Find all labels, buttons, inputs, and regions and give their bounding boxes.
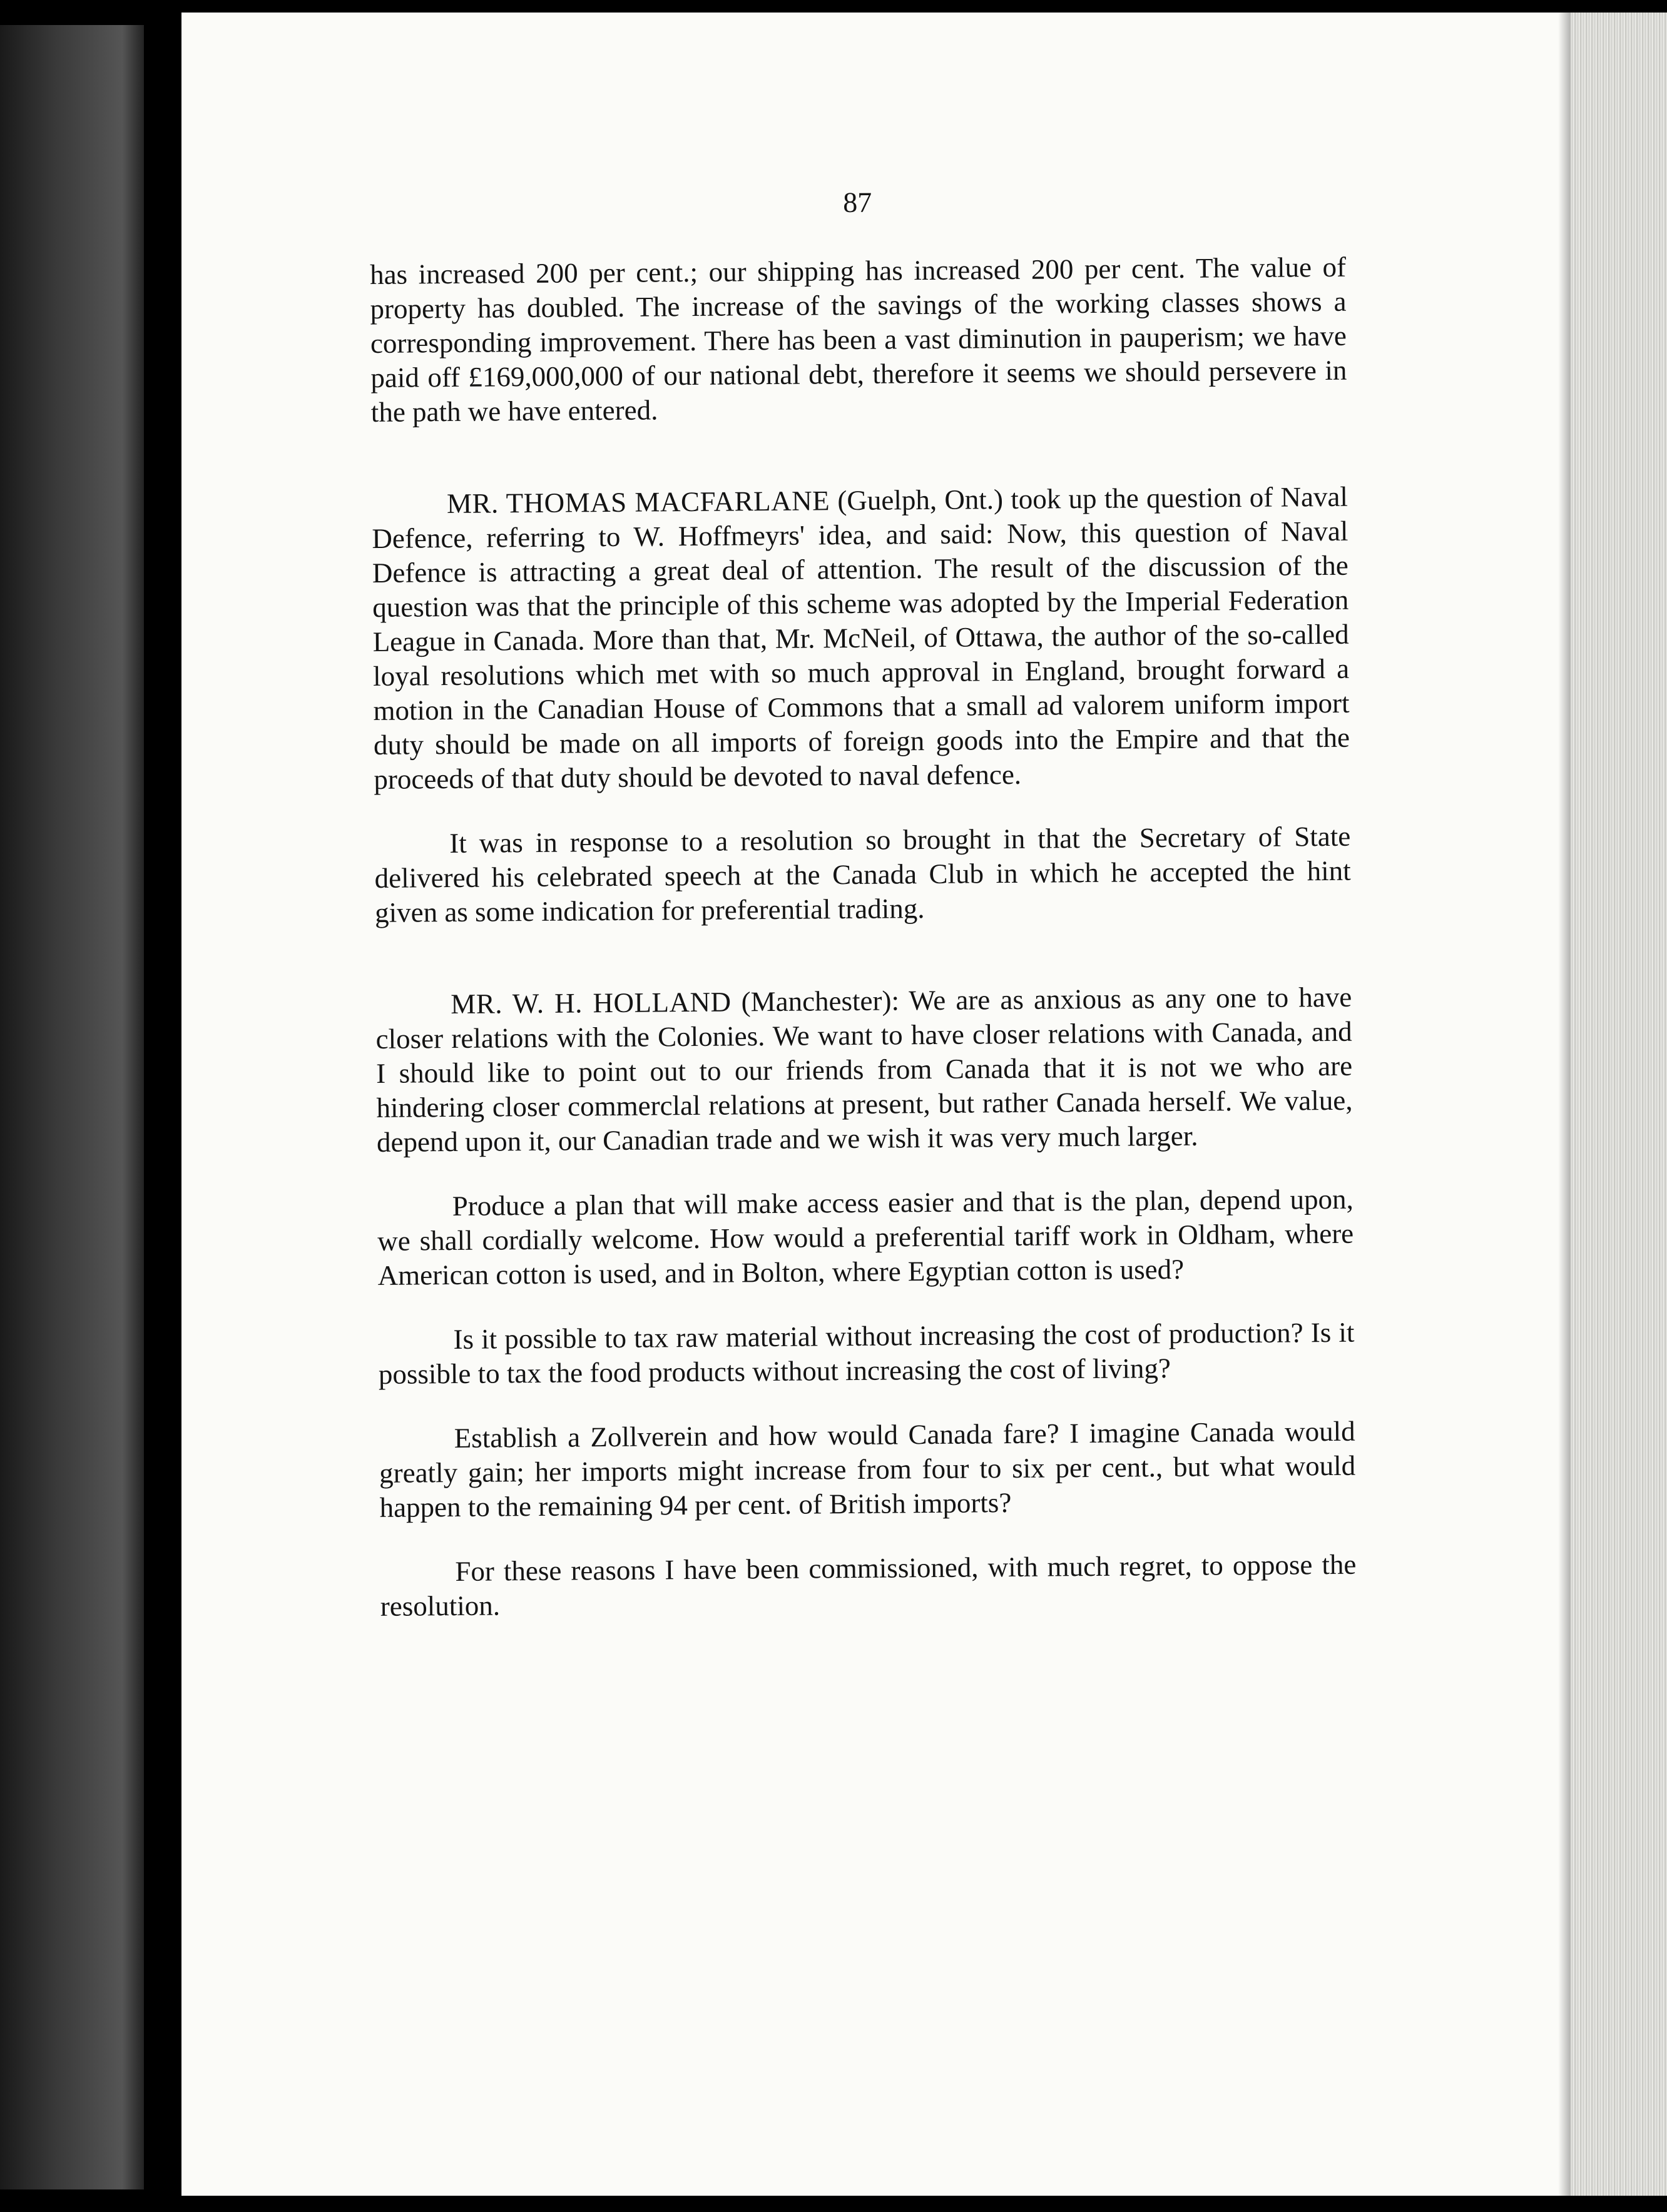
paragraph-text: Is it possible to tax raw material without increasing the cost of production? Is it possible to tax the food products without increasing the cost of living? (378, 1316, 1355, 1390)
speaker-name: MR. W. H. HOLLAND (451, 986, 732, 1020)
speaker-name: MR. THOMAS MACFARLANE (446, 485, 830, 520)
facing-page-edge (0, 25, 144, 2189)
paragraph-tax-raw-material (378, 1316, 1355, 1392)
page-stack-edges (1571, 13, 1667, 2196)
paragraph-text: It was in response to a resolution so brought in that the Secretary of State delivered his celebrated speech at the Canada Club in which he accepted the hint given as some indication for preferential trading. (374, 820, 1351, 928)
paragraph-zollverein (379, 1414, 1355, 1525)
paragraph-continuation (370, 250, 1347, 430)
page-content (369, 180, 1357, 1624)
book-gutter (144, 19, 181, 2196)
paragraph-secretary-of-state (374, 819, 1351, 930)
paragraph-conclusion (380, 1548, 1357, 1624)
paragraph-text: Establish a Zollverein and how would Canada fare? I imagine Canada would greatly gain; her imports might increase from four to six per cent., but what would happen to the remaining 94 per cent. of British imports? (379, 1415, 1356, 1523)
paragraph-text: For these reasons I have been commissioned, with much regret, to oppose the resolution. (380, 1548, 1357, 1622)
paragraph-text: has increased 200 per cent.; our shipping has increased 200 per cent. The value of property has doubled. The increase of the savings of the working classes shows a corresponding improvement. There has been a vast diminution in pauperism; we have paid off £169,000,000 of our national debt, therefore it seems we should persevere in the path we have entered. (369, 251, 1347, 428)
paragraph-holland (375, 980, 1353, 1160)
paragraph-produce-a-plan (377, 1182, 1354, 1293)
paragraph-text: (Manchester): We are as anxious as any one to have closer relations with the Colonies. We want to have closer relations with Canada, and I should like to point out to our friends from Canada that it is not we who are hindering closer commerclal relations at present, but rather Canada herself. We value, depend upon it, our Canadian trade and we wish it was very much larger. (375, 981, 1353, 1158)
paragraph-text: (Guelph, Ont.) took up the question of Naval Defence, referring to W. Hoffmeyrs' idea, and said: Now, this question of Naval Defence is attracting a great deal of attention. The result of the discussion of the question was that the principle of this scheme was adopted by the Imperial Federation League in Canada. More than that, Mr. McNeil, of Ottawa, the author of the so-called loyal resolutions which met with so much approval in England, brought forward a motion in the Canadian House of Commons that a small ad valorem uniform import duty should be made on all imports of foreign goods into the Empire and that the proceeds of that duty should be devoted to naval defence. (372, 480, 1350, 795)
paragraph-text: Produce a plan that will make access easier and that is the plan, depend upon, we shall cordially welcome. How would a preferential tariff work in Oldham, where American cotton is used, and in Bolton, where Egyptian cotton is used? (377, 1183, 1354, 1291)
paragraph-macfarlane (372, 480, 1350, 797)
page-number: 87 (843, 186, 872, 219)
